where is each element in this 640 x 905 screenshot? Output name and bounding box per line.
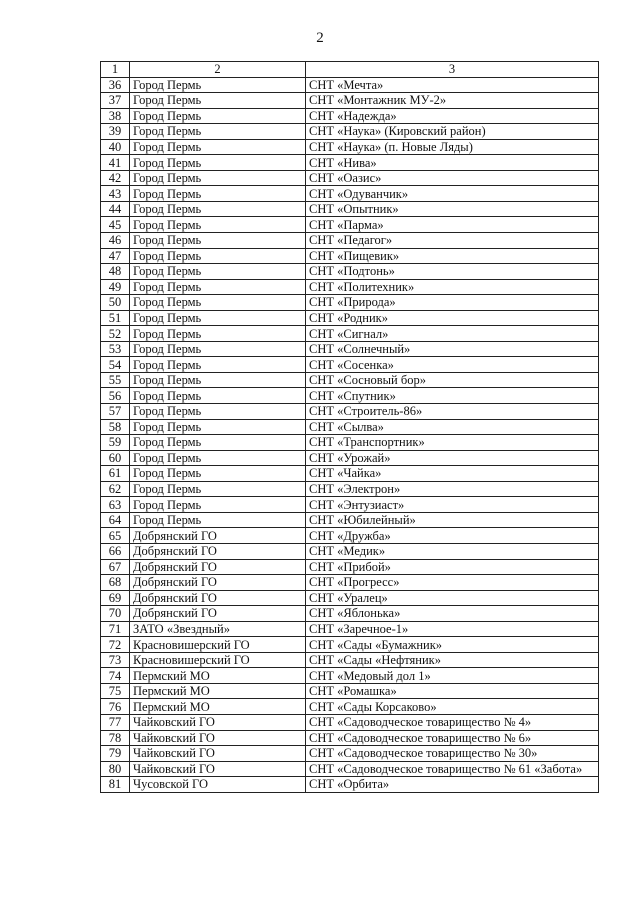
- municipality-cell: Пермский МО: [130, 699, 306, 715]
- table-row: [101, 326, 599, 342]
- table-row: [101, 668, 599, 684]
- organization-cell: СНТ «Наука» (п. Новые Ляды): [306, 139, 599, 155]
- municipality-cell: Город Пермь: [130, 357, 306, 373]
- row-number-cell: 60: [101, 450, 130, 466]
- municipality-cell: Город Пермь: [130, 419, 306, 435]
- table-row: [101, 435, 599, 451]
- table-row: [101, 575, 599, 591]
- municipality-cell: Чайковский ГО: [130, 730, 306, 746]
- table-row: [101, 279, 599, 295]
- municipality-cell: Красновишерский ГО: [130, 637, 306, 653]
- organization-cell: СНТ «Солнечный»: [306, 341, 599, 357]
- municipality-cell: Город Пермь: [130, 435, 306, 451]
- table-row: [101, 497, 599, 513]
- row-number-cell: 75: [101, 683, 130, 699]
- municipality-cell: Добрянский ГО: [130, 543, 306, 559]
- row-number-cell: 59: [101, 435, 130, 451]
- organization-cell: СНТ «Природа»: [306, 295, 599, 311]
- organization-cell: СНТ «Ромашка»: [306, 683, 599, 699]
- row-number-cell: 38: [101, 108, 130, 124]
- table-row: [101, 201, 599, 217]
- table-row: [101, 93, 599, 109]
- row-number-cell: 48: [101, 264, 130, 280]
- municipality-cell: Город Пермь: [130, 450, 306, 466]
- municipality-cell: Город Пермь: [130, 170, 306, 186]
- row-number-cell: 63: [101, 497, 130, 513]
- row-number-cell: 43: [101, 186, 130, 202]
- table-row: [101, 388, 599, 404]
- organization-cell: СНТ «Сигнал»: [306, 326, 599, 342]
- table-row: [101, 295, 599, 311]
- organization-cell: СНТ «Родник»: [306, 310, 599, 326]
- organization-cell: СНТ «Заречное-1»: [306, 621, 599, 637]
- row-number-cell: 50: [101, 295, 130, 311]
- row-number-cell: 80: [101, 761, 130, 777]
- municipality-cell: Добрянский ГО: [130, 606, 306, 622]
- row-number-cell: 49: [101, 279, 130, 295]
- table-row: [101, 746, 599, 762]
- table-row: [101, 124, 599, 140]
- row-number-cell: 64: [101, 512, 130, 528]
- municipality-cell: Город Пермь: [130, 326, 306, 342]
- organization-cell: СНТ «Сосновый бор»: [306, 372, 599, 388]
- row-number-cell: 39: [101, 124, 130, 140]
- table-row: [101, 621, 599, 637]
- table-row: [101, 466, 599, 482]
- table-row: [101, 170, 599, 186]
- organization-cell: СНТ «Сосенка»: [306, 357, 599, 373]
- organization-cell: СНТ «Наука» (Кировский район): [306, 124, 599, 140]
- table-row: [101, 186, 599, 202]
- table-header-row: [101, 62, 599, 78]
- registry-table: [100, 61, 599, 793]
- municipality-cell: Чусовской ГО: [130, 777, 306, 793]
- municipality-cell: Город Пермь: [130, 512, 306, 528]
- organization-cell: СНТ «Парма»: [306, 217, 599, 233]
- municipality-cell: Город Пермь: [130, 372, 306, 388]
- organization-cell: СНТ «Сады «Бумажник»: [306, 637, 599, 653]
- municipality-cell: Чайковский ГО: [130, 746, 306, 762]
- table-row: [101, 264, 599, 280]
- municipality-cell: Чайковский ГО: [130, 761, 306, 777]
- organization-cell: СНТ «Юбилейный»: [306, 512, 599, 528]
- municipality-cell: Город Пермь: [130, 201, 306, 217]
- table-row: [101, 637, 599, 653]
- table-row: [101, 372, 599, 388]
- municipality-cell: Пермский МО: [130, 683, 306, 699]
- row-number-cell: 47: [101, 248, 130, 264]
- row-number-cell: 76: [101, 699, 130, 715]
- organization-cell: СНТ «Уралец»: [306, 590, 599, 606]
- municipality-cell: ЗАТО «Звездный»: [130, 621, 306, 637]
- municipality-cell: Город Пермь: [130, 155, 306, 171]
- row-number-cell: 42: [101, 170, 130, 186]
- row-number-cell: 66: [101, 543, 130, 559]
- column-header-number: 1: [101, 62, 130, 78]
- row-number-cell: 79: [101, 746, 130, 762]
- municipality-cell: Город Пермь: [130, 139, 306, 155]
- table-row: [101, 512, 599, 528]
- row-number-cell: 58: [101, 419, 130, 435]
- municipality-cell: Чайковский ГО: [130, 714, 306, 730]
- table-row: [101, 404, 599, 420]
- municipality-cell: Город Пермь: [130, 124, 306, 140]
- table-row: [101, 108, 599, 124]
- row-number-cell: 46: [101, 233, 130, 249]
- row-number-cell: 40: [101, 139, 130, 155]
- table-body: [101, 77, 599, 792]
- table-row: [101, 139, 599, 155]
- row-number-cell: 53: [101, 341, 130, 357]
- table-row: [101, 450, 599, 466]
- organization-cell: СНТ «Электрон»: [306, 481, 599, 497]
- municipality-cell: Город Пермь: [130, 248, 306, 264]
- municipality-cell: Город Пермь: [130, 108, 306, 124]
- row-number-cell: 54: [101, 357, 130, 373]
- organization-cell: СНТ «Пищевик»: [306, 248, 599, 264]
- table-row: [101, 528, 599, 544]
- column-header-municipality: 2: [130, 62, 306, 78]
- organization-cell: СНТ «Прогресс»: [306, 575, 599, 591]
- municipality-cell: Город Пермь: [130, 279, 306, 295]
- row-number-cell: 74: [101, 668, 130, 684]
- organization-cell: СНТ «Дружба»: [306, 528, 599, 544]
- row-number-cell: 51: [101, 310, 130, 326]
- table-row: [101, 699, 599, 715]
- organization-cell: СНТ «Сады «Нефтяник»: [306, 652, 599, 668]
- row-number-cell: 67: [101, 559, 130, 575]
- row-number-cell: 68: [101, 575, 130, 591]
- row-number-cell: 45: [101, 217, 130, 233]
- table-row: [101, 652, 599, 668]
- organization-cell: СНТ «Садоводческое товарищество № 61 «Забота»: [306, 761, 599, 777]
- table-row: [101, 606, 599, 622]
- table-row: [101, 481, 599, 497]
- organization-cell: СНТ «Урожай»: [306, 450, 599, 466]
- organization-cell: СНТ «Педагог»: [306, 233, 599, 249]
- row-number-cell: 37: [101, 93, 130, 109]
- table-row: [101, 77, 599, 93]
- organization-cell: СНТ «Энтузиаст»: [306, 497, 599, 513]
- table-row: [101, 155, 599, 171]
- municipality-cell: Город Пермь: [130, 310, 306, 326]
- row-number-cell: 56: [101, 388, 130, 404]
- municipality-cell: Город Пермь: [130, 295, 306, 311]
- table-row: [101, 761, 599, 777]
- municipality-cell: Город Пермь: [130, 388, 306, 404]
- table-row: [101, 730, 599, 746]
- table-row: [101, 683, 599, 699]
- table-row: [101, 419, 599, 435]
- row-number-cell: 81: [101, 777, 130, 793]
- organization-cell: СНТ «Мечта»: [306, 77, 599, 93]
- organization-cell: СНТ «Сады Корсаково»: [306, 699, 599, 715]
- organization-cell: СНТ «Спутник»: [306, 388, 599, 404]
- organization-cell: СНТ «Садоводческое товарищество № 6»: [306, 730, 599, 746]
- municipality-cell: Город Пермь: [130, 217, 306, 233]
- row-number-cell: 71: [101, 621, 130, 637]
- row-number-cell: 52: [101, 326, 130, 342]
- municipality-cell: Город Пермь: [130, 77, 306, 93]
- row-number-cell: 70: [101, 606, 130, 622]
- page-number: 2: [316, 30, 324, 46]
- row-number-cell: 57: [101, 404, 130, 420]
- table-row: [101, 248, 599, 264]
- municipality-cell: Пермский МО: [130, 668, 306, 684]
- organization-cell: СНТ «Монтажник МУ-2»: [306, 93, 599, 109]
- municipality-cell: Город Пермь: [130, 341, 306, 357]
- table-row: [101, 543, 599, 559]
- organization-cell: СНТ «Садоводческое товарищество № 30»: [306, 746, 599, 762]
- table-row: [101, 310, 599, 326]
- row-number-cell: 69: [101, 590, 130, 606]
- organization-cell: СНТ «Медик»: [306, 543, 599, 559]
- organization-cell: СНТ «Сылва»: [306, 419, 599, 435]
- row-number-cell: 55: [101, 372, 130, 388]
- table-row: [101, 217, 599, 233]
- row-number-cell: 61: [101, 466, 130, 482]
- table-row: [101, 777, 599, 793]
- row-number-cell: 62: [101, 481, 130, 497]
- municipality-cell: Город Пермь: [130, 233, 306, 249]
- row-number-cell: 65: [101, 528, 130, 544]
- organization-cell: СНТ «Нива»: [306, 155, 599, 171]
- municipality-cell: Добрянский ГО: [130, 590, 306, 606]
- organization-cell: СНТ «Медовый дол 1»: [306, 668, 599, 684]
- municipality-cell: Город Пермь: [130, 466, 306, 482]
- table-row: [101, 341, 599, 357]
- organization-cell: СНТ «Надежда»: [306, 108, 599, 124]
- organization-cell: СНТ «Политехник»: [306, 279, 599, 295]
- organization-cell: СНТ «Садоводческое товарищество № 4»: [306, 714, 599, 730]
- organization-cell: СНТ «Оазис»: [306, 170, 599, 186]
- municipality-cell: Город Пермь: [130, 93, 306, 109]
- organization-cell: СНТ «Яблонька»: [306, 606, 599, 622]
- organization-cell: СНТ «Подтонь»: [306, 264, 599, 280]
- municipality-cell: Город Пермь: [130, 481, 306, 497]
- table-row: [101, 714, 599, 730]
- row-number-cell: 44: [101, 201, 130, 217]
- row-number-cell: 77: [101, 714, 130, 730]
- municipality-cell: Красновишерский ГО: [130, 652, 306, 668]
- row-number-cell: 72: [101, 637, 130, 653]
- municipality-cell: Город Пермь: [130, 186, 306, 202]
- organization-cell: СНТ «Прибой»: [306, 559, 599, 575]
- organization-cell: СНТ «Одуванчик»: [306, 186, 599, 202]
- table-row: [101, 233, 599, 249]
- municipality-cell: Город Пермь: [130, 264, 306, 280]
- table-row: [101, 590, 599, 606]
- municipality-cell: Город Пермь: [130, 404, 306, 420]
- row-number-cell: 73: [101, 652, 130, 668]
- municipality-cell: Добрянский ГО: [130, 559, 306, 575]
- table-row: [101, 357, 599, 373]
- organization-cell: СНТ «Орбита»: [306, 777, 599, 793]
- municipality-cell: Город Пермь: [130, 497, 306, 513]
- organization-cell: СНТ «Опытник»: [306, 201, 599, 217]
- organization-cell: СНТ «Строитель-86»: [306, 404, 599, 420]
- municipality-cell: Добрянский ГО: [130, 575, 306, 591]
- row-number-cell: 41: [101, 155, 130, 171]
- row-number-cell: 36: [101, 77, 130, 93]
- organization-cell: СНТ «Чайка»: [306, 466, 599, 482]
- table-row: [101, 559, 599, 575]
- municipality-cell: Добрянский ГО: [130, 528, 306, 544]
- column-header-organization: 3: [306, 62, 599, 78]
- organization-cell: СНТ «Транспортник»: [306, 435, 599, 451]
- row-number-cell: 78: [101, 730, 130, 746]
